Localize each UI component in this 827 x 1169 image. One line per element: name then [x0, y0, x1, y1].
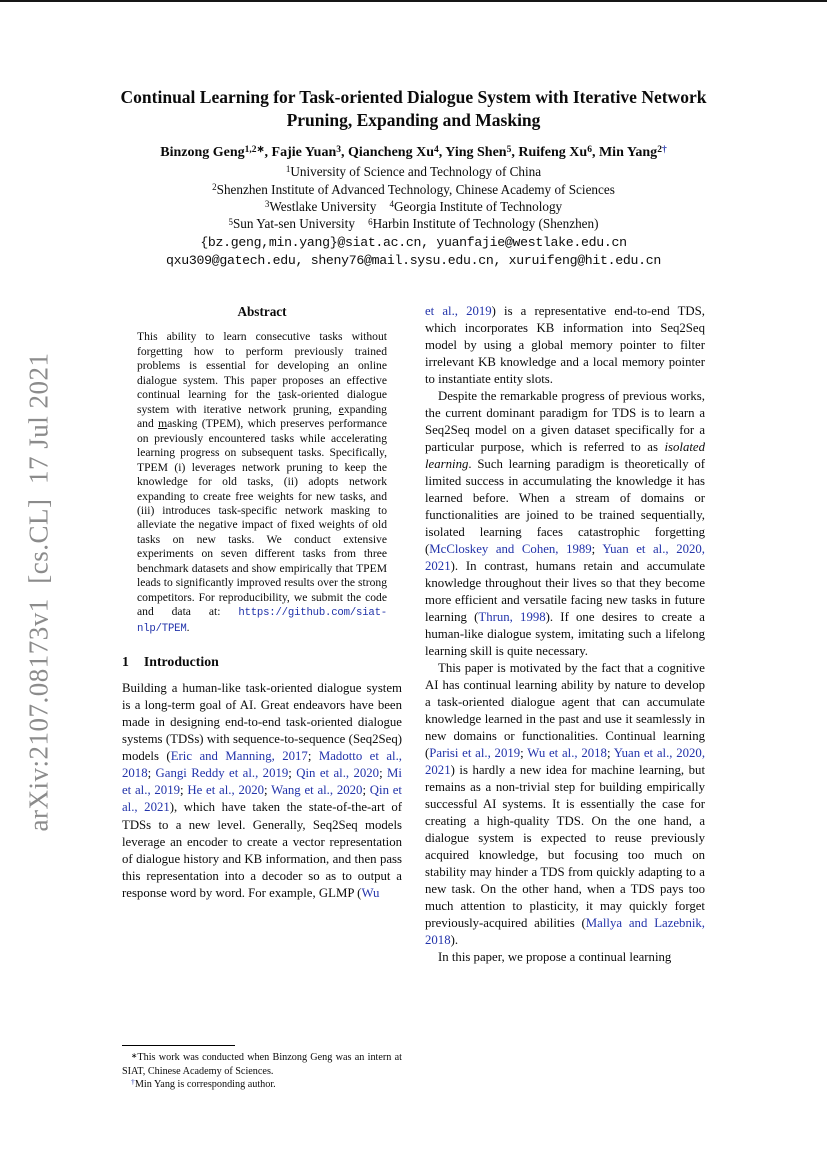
text-run: Qiancheng Xu: [348, 145, 434, 161]
text-run: Ruifeng Xu: [518, 145, 588, 161]
text-run: asking (TPEM), which preserves performance on previously encountered tasks while accelerating learning progress on subsequent tasks. Specifically, TPEM (i) leverages network pruning to keep the knowledge for old tasks, (ii) adopts network expanding to create free weights for new tasks, and (iii) introduces task-specific network masking to alleviate the negative impact of fixed weights of old tasks on new tasks. We conduct extensive experiments on seven different tasks from three benchmark datasets and show empirically that TPEM leads to significantly improved results over the strong competitors. For reproducibility, we submit the code and data at:: [137, 417, 388, 619]
citation-link[interactable]: Parisi et al., 2019: [429, 746, 521, 761]
text-run: ;: [362, 783, 370, 798]
citation-link[interactable]: He et al., 2020: [187, 783, 265, 798]
text-run: ), which have taken the state-of-the-art of TDSs to a new level. Generally, Seq2Seq models leverage an encoder to create a vector representation of dialogue history and KB information, and then pass this representation into a decoder so as to output a response word by word. For example, GLMP (: [122, 800, 402, 900]
text-run: .: [186, 620, 190, 634]
text-run: xpanding and: [137, 402, 387, 431]
citation-link[interactable]: Yuan et al., 2020, 2021: [425, 746, 706, 778]
citation-link[interactable]: Yuan et al., 2020, 2021: [425, 541, 705, 573]
text-run: Shenzhen Institute of Advanced Technology, Chinese Academy of Sciences: [216, 181, 615, 197]
text-run: ,: [591, 145, 599, 161]
text-run: 5: [228, 216, 233, 227]
right-column: [425, 303, 705, 1091]
two-column-body: [0, 303, 827, 1091]
authors-line: [0, 145, 827, 161]
email-line-2: qxu309@gatech.edu, sheny76@mail.sysu.edu.cn, xuruifeng@hit.edu.cn: [166, 253, 661, 269]
text-run: Ying Shen: [445, 145, 507, 161]
citation-link[interactable]: Qin et al., 2021: [122, 783, 402, 815]
citation-link[interactable]: Wu et al., 2018: [527, 746, 607, 761]
section-title: Introduction: [143, 654, 219, 670]
text-run: ;: [264, 783, 272, 798]
citation-link[interactable]: Wu: [361, 885, 380, 900]
text-run: ;: [307, 749, 319, 764]
text-run: ask-oriented dialogue system with iterative network: [137, 388, 388, 416]
text-run: ,: [264, 145, 272, 161]
text-run: Building a human-like task-oriented dialogue system is a long-term goal of AI. Great endeavors have been made in designing end-to-end task-oriented dialogue systems (TDSs) with sequence-to-sequence (Seq2Seq) models (: [122, 681, 402, 764]
text-run: 4: [433, 145, 439, 156]
footnote-rule: [122, 1045, 235, 1046]
text-run: [355, 216, 368, 231]
text-run: 1: [285, 164, 291, 175]
text-run: ;: [147, 766, 156, 781]
text-run: p: [292, 402, 299, 416]
text-run: This paper is motivated by the fact that a cognitive AI has continual learning ability by nature to develop a task-oriented dialogue agent that can accumulate knowledge learned in the past and use it seamlessly in new domains or functionalities. Continual learning (: [425, 660, 705, 761]
text-run: ;: [606, 746, 614, 761]
body-paragraph-4: In this paper, we propose a continual learning: [438, 950, 672, 965]
abstract-text: [122, 330, 402, 636]
paper-title: Continual Learning for Task-oriented Dialogue System with Iterative Network Pruning, Expanding and Masking: [120, 87, 707, 131]
left-column: [122, 303, 402, 1091]
page-top-edge: [0, 0, 827, 2]
citation-link[interactable]: Thrun, 1998: [478, 609, 546, 624]
text-run: ) is hardly a new idea for machine learning, but remains as a non-trivial step for building empirically successful AI systems. It is essentially the case for creating a high-quality TDS. On the one hand, a dialogue system is expected to reuse previously acquired knowledge, but focusing too much on stability may hinder a TDS from quickly adapting to a new task. On the other hand, when a TDS pays too much attention to plasticity, it may quickly forget previously-acquired abilities (: [425, 763, 705, 931]
citation-link[interactable]: Eric and Manning, 2017: [170, 749, 308, 764]
footnote-1: [122, 1051, 402, 1077]
abstract-section: [122, 303, 402, 636]
text-run: e: [338, 402, 344, 416]
text-run: t: [278, 388, 282, 402]
text-run: ;: [180, 783, 188, 798]
text-run: ,: [511, 145, 519, 161]
text-run: 3: [264, 199, 270, 210]
text-run: [376, 199, 389, 214]
text-run: ). In contrast, humans retain and accumulate knowledge throughout their lives so that they become more efficient and versatile facing new tasks in future learning (: [425, 558, 705, 624]
text-run: ). If one desires to create a human-like dialogue system, imitating such a lifelong learning skill is quite necessary.: [425, 609, 705, 658]
body-paragraph-continuation: [425, 303, 705, 388]
citation-link[interactable]: Gangi Reddy et al., 2019: [155, 766, 289, 781]
text-run: ;: [520, 746, 528, 761]
text-run: ;: [288, 766, 297, 781]
text-run: Min Yang: [598, 145, 658, 161]
body-paragraph-3: [425, 660, 705, 949]
affiliation-line-4: [0, 216, 827, 232]
text-run: This work was conducted when Binzong Geng was an intern at SIAT, Chinese Academy of Sciences.: [122, 1052, 402, 1077]
affiliation-line-3: [0, 199, 827, 215]
text-run: 4: [389, 199, 394, 210]
text-run: Despite the remarkable progress of previous works, the current dominant paradigm for TDS is to learn a Seq2Seq model on a given dataset specifically for a particular purpose, which is referred to as: [425, 388, 705, 454]
citation-link[interactable]: Mallya and Lazebnik, 2018: [425, 916, 705, 948]
citation-link[interactable]: et al., 2019: [425, 303, 492, 318]
text-run: 5: [506, 145, 512, 156]
text-run: 2: [657, 145, 662, 156]
text-run: Sun Yat-sen University: [232, 216, 355, 232]
text-run: 3: [336, 145, 342, 156]
text-run: ).: [450, 933, 459, 948]
section-number: 1: [122, 654, 129, 670]
citation-link[interactable]: †: [661, 145, 667, 156]
text-run: ,: [341, 145, 349, 161]
affiliation-line-1: [0, 164, 827, 180]
text-run: ;: [591, 541, 603, 556]
email-line-1: {bz.geng,min.yang}@siat.ac.cn, yuanfajie@westlake.edu.cn: [200, 234, 627, 250]
text-run: . Such learning paradigm is theoretically of limited success in accumulating the knowledge it has learned before. When a stream of domains or functionalities are joined to be trained sequentially, isolated learning faces catastrophic forgetting (: [425, 456, 705, 556]
text-run: Fajie Yuan: [271, 145, 337, 161]
text-run: isolated learning: [425, 439, 705, 471]
text-run: 1,2∗: [244, 145, 265, 156]
section-1-heading: [122, 653, 402, 671]
footnote-2: [122, 1078, 402, 1091]
text-run: University of Science and Technology of China: [290, 164, 542, 180]
text-run: 2: [212, 181, 217, 192]
text-run: 6: [368, 216, 373, 227]
citation-link[interactable]: Mi et al., 2019: [122, 766, 402, 798]
citation-link[interactable]: Qin et al., 2020: [296, 766, 380, 781]
text-run: Westlake University: [269, 198, 377, 214]
text-run: ;: [379, 766, 388, 781]
text-run: ∗: [131, 1051, 138, 1061]
footnote-block: [122, 1045, 402, 1090]
arxiv-watermark: arXiv:2107.08173v1 [cs.CL] 17 Jul 2021: [23, 352, 54, 832]
text-run: ,: [438, 145, 446, 161]
text-run: This ability to learn consecutive tasks without forgetting how to perform previously trained problems is essential for developing an online dialogue system. This paper proposes an effective continual learning for the: [137, 330, 387, 402]
text-run: m: [158, 417, 168, 431]
body-paragraph-2: [425, 388, 705, 660]
abstract-heading: Abstract: [237, 303, 287, 319]
text-run: runing,: [298, 402, 339, 416]
text-run: ) is a representative end-to-end TDS, which incorporates KB information into Seq2Seq model by using a global memory pointer to filter irrelevant KB knowledge and a local memory pointer to instantiate entity slots.: [425, 303, 705, 386]
affiliation-line-2: [0, 182, 827, 198]
citation-link[interactable]: McCloskey and Cohen, 1989: [429, 541, 592, 556]
citation-link[interactable]: Wang et al., 2020: [271, 783, 363, 798]
text-run: Binzong Geng: [160, 145, 245, 161]
citation-link[interactable]: Madotto et al., 2018: [122, 749, 402, 781]
intro-paragraph-1: [122, 680, 402, 901]
citation-link[interactable]: †: [131, 1077, 135, 1087]
paper-header: [0, 0, 827, 270]
text-run: Harbin Institute of Technology (Shenzhen): [372, 216, 599, 232]
github-link[interactable]: https://github.com/siat-nlp/TPEM: [137, 607, 387, 635]
text-run: Min Yang is corresponding author.: [134, 1078, 276, 1090]
text-run: Georgia Institute of Technology: [393, 198, 563, 214]
text-run: 6: [587, 145, 592, 156]
